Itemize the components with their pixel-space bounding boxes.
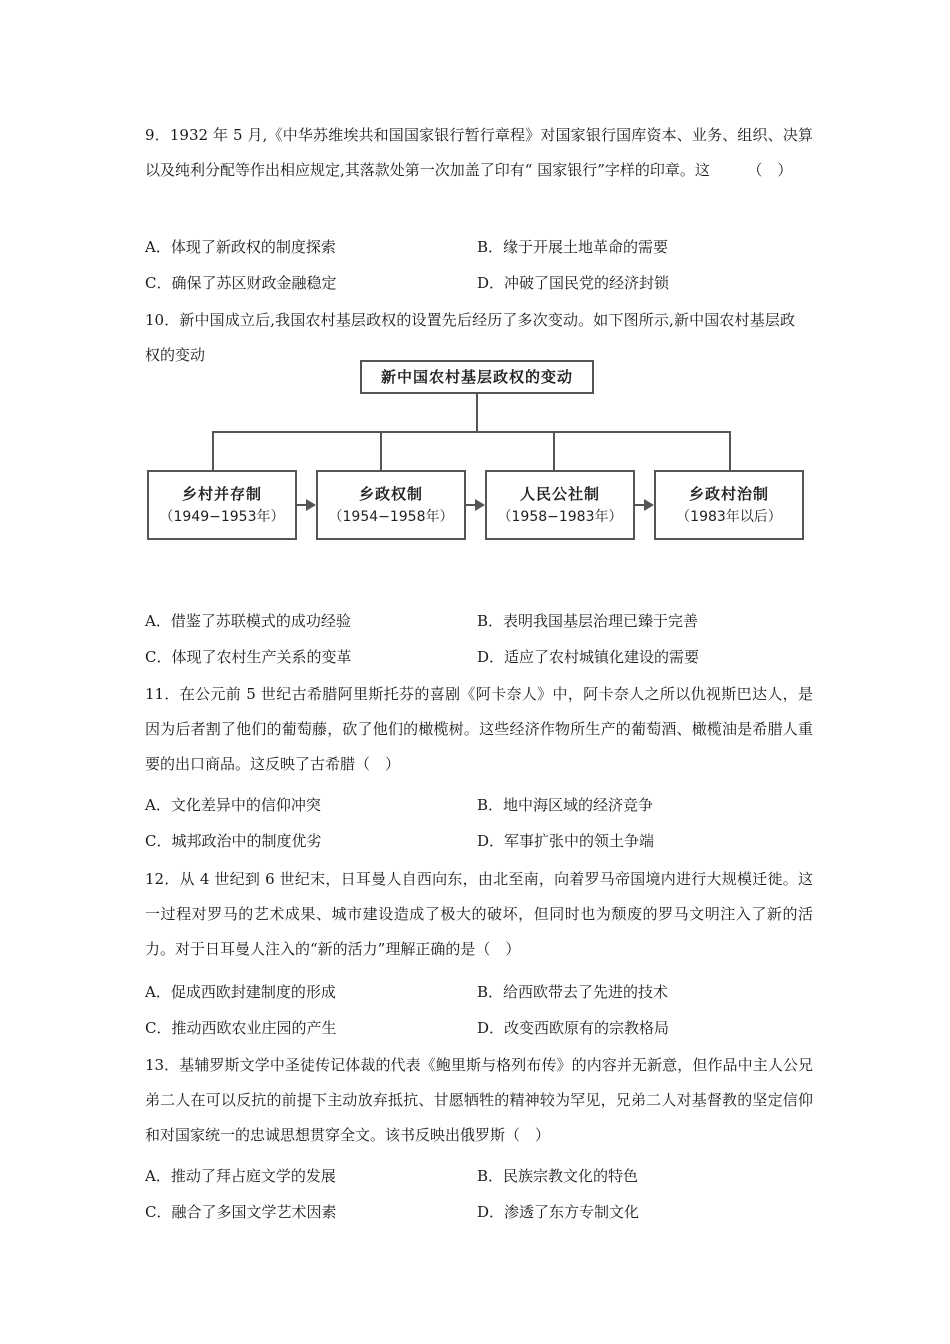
question-9-option-c: C．确保了苏区财政金融稳定 [145,274,337,292]
question-11-option-a: A．文化差异中的信仰冲突 [145,796,321,814]
arrow-shaft-2 [466,504,475,506]
arrow-right-icon [475,499,485,511]
arrow-shaft-3 [635,504,644,506]
stage-name-2: 乡政权制 [358,485,423,503]
diagram-connector-vertical [476,394,478,432]
diagram-connector-drop-4 [729,431,731,471]
stage-box-2 [316,470,466,540]
arrow-right-icon [306,499,316,511]
question-12-option-c: C．推动西欧农业庄园的产生 [145,1019,337,1037]
question-12-option-b: B．给西欧带去了先进的技术 [477,983,669,1001]
question-11-stem: 11．在公元前 5 世纪古希腊阿里斯托芬的喜剧《阿卡奈人》中，阿卡奈人之所以仇视斯巴达人，是因为后者割了他们的葡萄藤，砍了他们的橄榄树。这些经济作物所生产的葡萄酒、橄榄油是希腊人重要的出口商品。这反映了古希腊（ ） [145,685,813,773]
arrow-right-icon [644,499,654,511]
diagram-title: 新中国农村基层政权的变动 [380,368,573,386]
stage-name-4: 乡政村治制 [688,485,769,503]
question-11-option-c: C．城邦政治中的制度优劣 [145,832,322,850]
diagram-connector-horizontal [212,431,731,433]
question-13-option-c: C．融合了多国文学艺术因素 [145,1203,337,1221]
question-13-option-d: D．渗透了东方专制文化 [477,1203,640,1221]
question-12-stem: 12．从 4 世纪到 6 世纪末，日耳曼人自西向东，由北至南，向着罗马帝国境内进行大规模迁徙。这一过程对罗马的艺术成果、城市建设造成了极大的破坏，但同时也为颓废的罗马文明注入了新的活力。对于日耳曼人注入的“新的活力”理解正确的是（ ） [145,870,813,958]
stage-years-4: （1983年以后） [676,509,782,525]
diagram-connector-drop-3 [553,431,555,471]
arrow-shaft-1 [297,504,306,506]
question-13-stem: 13．基辅罗斯文学中圣徒传记体裁的代表《鲍里斯与格列布传》的内容并无新意，但作品中主人公兄弟二人在可以反抗的前提下主动放弃抵抗、甘愿牺牲的精神较为罕见，兄弟二人对基督教的坚定信仰和对国家统一的忠诚思想贯穿全文。该书反映出俄罗斯（ ） [145,1056,813,1144]
stage-years-1: （1949−1953年） [159,509,285,525]
stage-name-3: 人民公社制 [519,485,600,503]
diagram-connector-drop-1 [212,431,214,471]
question-11-option-b: B．地中海区域的经济竞争 [477,796,654,814]
stage-years-2: （1954−1958年） [328,509,454,525]
question-10-option-d: D．适应了农村城镇化建设的需要 [477,648,700,666]
question-12-option-a: A．促成西欧封建制度的形成 [145,983,336,1001]
stage-name-1: 乡村并存制 [181,485,262,503]
question-11-option-d: D．军事扩张中的领土争端 [477,832,655,850]
stage-box-4 [654,470,804,540]
stage-box-3 [485,470,635,540]
diagram-connector-drop-2 [380,431,382,471]
question-9-option-d: D．冲破了国民党的经济封锁 [477,274,670,292]
question-13-option-a: A．推动了拜占庭文学的发展 [145,1167,336,1185]
stage-box-1 [147,470,297,540]
question-10-option-c: C．体现了农村生产关系的变革 [145,648,352,666]
question-13-option-b: B．民族宗教文化的特色 [477,1167,639,1185]
question-10-option-b: B．表明我国基层治理已臻于完善 [477,612,699,630]
question-10-option-a: A．借鉴了苏联模式的成功经验 [145,612,351,630]
question-9-option-b: B．缘于开展土地革命的需要 [477,238,669,256]
question-10-stem: 10．新中国成立后,我国农村基层政权的设置先后经历了多次变动。如下图所示,新中国农村基层政权的变动 [145,311,795,364]
question-12-option-d: D．改变西欧原有的宗教格局 [477,1019,670,1037]
question-9-stem: 9．1932 年 5 月,《中华苏维埃共和国国家银行暂行章程》对国家银行国库资本、业务、组织、决算以及纯利分配等作出相应规定,其落款处第一次加盖了印有“ 国家银行”字样的印章。这 （ ） [145,126,813,179]
stage-years-3: （1958−1983年） [497,509,623,525]
question-9-option-a: A．体现了新政权的制度探索 [145,238,336,256]
